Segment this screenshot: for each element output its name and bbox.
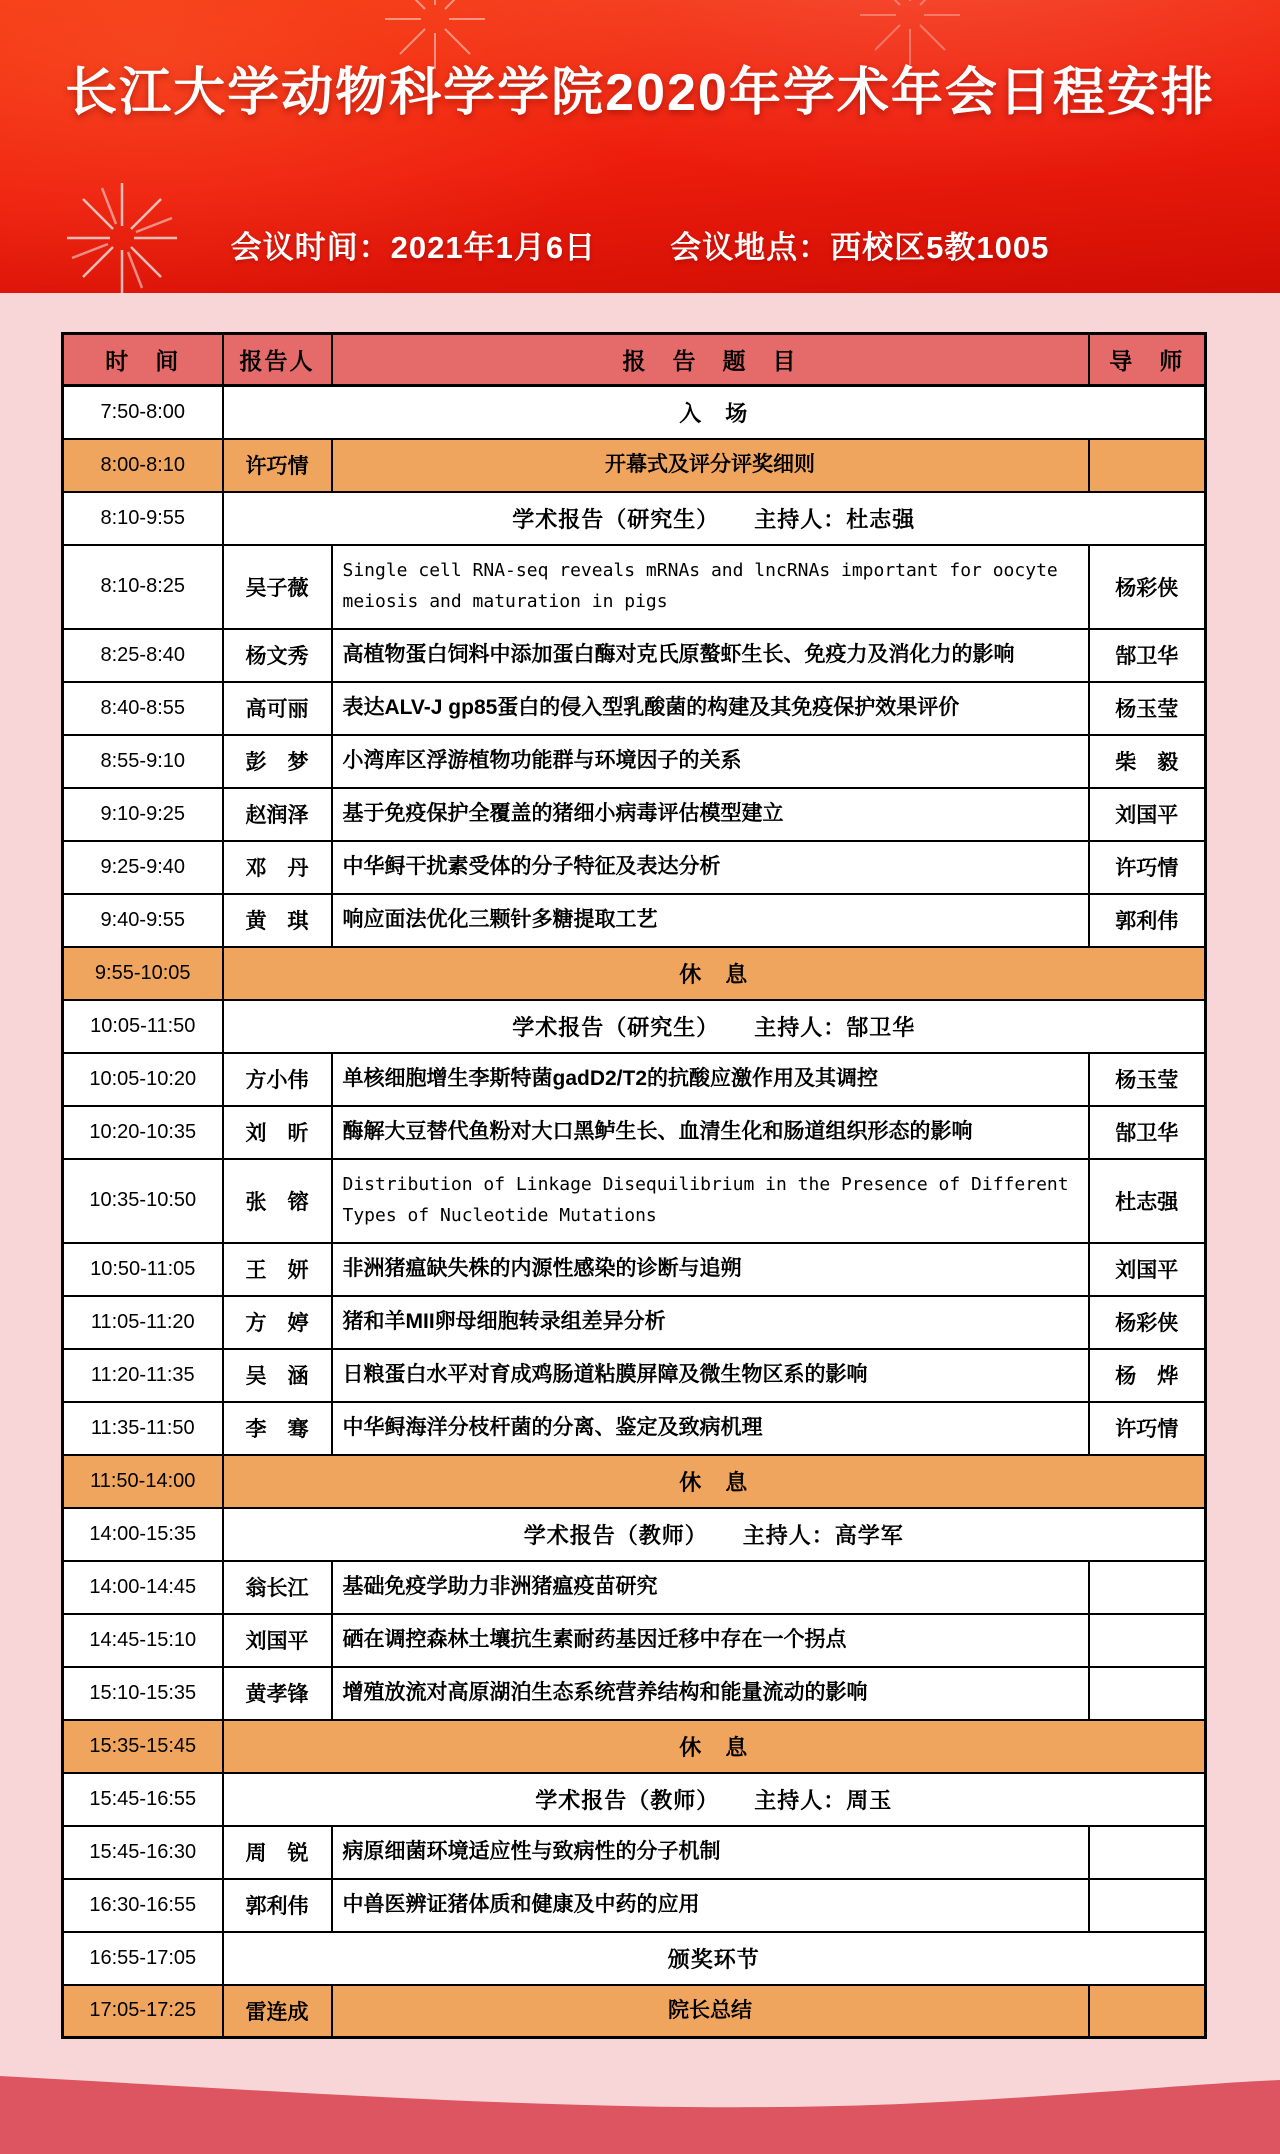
mentor-cell: 许巧情 bbox=[1089, 1402, 1206, 1455]
title-cell: 增殖放流对高原湖泊生态系统营养结构和能量流动的影响 bbox=[332, 1667, 1089, 1720]
title-cell: 表达ALV-J gp85蛋白的侵入型乳酸菌的构建及其免疫保护效果评价 bbox=[332, 682, 1089, 735]
speaker-cell: 赵润泽 bbox=[223, 788, 332, 841]
schedule-talk-row bbox=[63, 1349, 1206, 1402]
schedule-span-row bbox=[63, 492, 1206, 545]
title-cell: 基础免疫学助力非洲猪瘟疫苗研究 bbox=[332, 1561, 1089, 1614]
mentor-cell: 柴 毅 bbox=[1089, 735, 1206, 788]
time-cell: 15:10-15:35 bbox=[63, 1667, 223, 1720]
speaker-cell: 邓 丹 bbox=[223, 841, 332, 894]
speaker-cell: 吴 涵 bbox=[223, 1349, 332, 1402]
title-cell: 院长总结 bbox=[332, 1985, 1089, 2038]
time-cell: 15:35-15:45 bbox=[63, 1720, 223, 1773]
mentor-cell: 郜卫华 bbox=[1089, 629, 1206, 682]
span-cell: 入 场 bbox=[223, 386, 1206, 439]
title-cell: 非洲猪瘟缺失株的内源性感染的诊断与追朔 bbox=[332, 1243, 1089, 1296]
schedule-talk-row bbox=[63, 1561, 1206, 1614]
col-header-title: 报 告 题 目 bbox=[332, 334, 1089, 386]
time-cell: 16:55-17:05 bbox=[63, 1932, 223, 1985]
time-cell: 16:30-16:55 bbox=[63, 1879, 223, 1932]
time-cell: 11:50-14:00 bbox=[63, 1455, 223, 1508]
time-cell: 9:40-9:55 bbox=[63, 894, 223, 947]
mentor-cell: 杨彩侠 bbox=[1089, 545, 1206, 629]
span-cell: 学术报告（研究生） 主持人：郜卫华 bbox=[223, 1000, 1206, 1053]
time-cell: 8:25-8:40 bbox=[63, 629, 223, 682]
title-cell: 硒在调控森林土壤抗生素耐药基因迁移中存在一个拐点 bbox=[332, 1614, 1089, 1667]
time-cell: 11:35-11:50 bbox=[63, 1402, 223, 1455]
schedule-span-row bbox=[63, 1508, 1206, 1561]
speaker-cell: 高可丽 bbox=[223, 682, 332, 735]
mentor-cell: 杨 烨 bbox=[1089, 1349, 1206, 1402]
span-cell: 颁奖环节 bbox=[223, 1932, 1206, 1985]
schedule-header bbox=[63, 334, 1206, 386]
speaker-cell: 彭 梦 bbox=[223, 735, 332, 788]
time-cell: 8:10-9:55 bbox=[63, 492, 223, 545]
schedule-talk-row bbox=[63, 1879, 1206, 1932]
span-cell: 休 息 bbox=[223, 947, 1206, 1000]
title-cell: 猪和羊MII卵母细胞转录组差异分析 bbox=[332, 1296, 1089, 1349]
schedule-talk-row bbox=[63, 1296, 1206, 1349]
banner bbox=[0, 0, 1280, 293]
schedule-talk-row bbox=[63, 682, 1206, 735]
meeting-info bbox=[0, 222, 1280, 267]
title-cell: Single cell RNA-seq reveals mRNAs and lncRNAs important for oocyte meiosis and maturation in pigs bbox=[332, 545, 1089, 629]
speaker-cell: 刘 昕 bbox=[223, 1106, 332, 1159]
mentor-cell: 许巧情 bbox=[1089, 841, 1206, 894]
title-cell: 酶解大豆替代鱼粉对大口黑鲈生长、血清生化和肠道组织形态的影响 bbox=[332, 1106, 1089, 1159]
speaker-cell: 刘国平 bbox=[223, 1614, 332, 1667]
mentor-cell bbox=[1089, 1667, 1206, 1720]
time-cell: 9:10-9:25 bbox=[63, 788, 223, 841]
title-cell: 高植物蛋白饲料中添加蛋白酶对克氏原螯虾生长、免疫力及消化力的影响 bbox=[332, 629, 1089, 682]
time-cell: 8:40-8:55 bbox=[63, 682, 223, 735]
mentor-cell bbox=[1089, 1879, 1206, 1932]
schedule-talk-row bbox=[63, 545, 1206, 629]
mentor-cell bbox=[1089, 1826, 1206, 1879]
header-row bbox=[63, 334, 1206, 386]
title-cell: 开幕式及评分评奖细则 bbox=[332, 439, 1089, 492]
title-cell: 单核细胞增生李斯特菌gadD2/T2的抗酸应激作用及其调控 bbox=[332, 1053, 1089, 1106]
schedule-talk-row bbox=[63, 894, 1206, 947]
speaker-cell: 许巧情 bbox=[223, 439, 332, 492]
col-header-time: 时 间 bbox=[63, 334, 223, 386]
title-cell: 基于免疫保护全覆盖的猪细小病毒评估模型建立 bbox=[332, 788, 1089, 841]
schedule-talk-row bbox=[63, 1053, 1206, 1106]
schedule-table bbox=[61, 332, 1207, 2039]
schedule-talk-row bbox=[63, 735, 1206, 788]
time-cell: 14:00-15:35 bbox=[63, 1508, 223, 1561]
time-cell: 10:05-11:50 bbox=[63, 1000, 223, 1053]
title-cell: 响应面法优化三颗针多糖提取工艺 bbox=[332, 894, 1089, 947]
speaker-cell: 周 锐 bbox=[223, 1826, 332, 1879]
mentor-cell: 郭利伟 bbox=[1089, 894, 1206, 947]
schedule-span-row bbox=[63, 1455, 1206, 1508]
schedule-talk-row bbox=[63, 629, 1206, 682]
speaker-cell: 吴子薇 bbox=[223, 545, 332, 629]
speaker-cell: 黄孝锋 bbox=[223, 1667, 332, 1720]
time-cell: 10:20-10:35 bbox=[63, 1106, 223, 1159]
time-cell: 15:45-16:30 bbox=[63, 1826, 223, 1879]
title-cell: 中华鲟海洋分枝杆菌的分离、鉴定及致病机理 bbox=[332, 1402, 1089, 1455]
time-cell: 7:50-8:00 bbox=[63, 386, 223, 439]
schedule-talk-row bbox=[63, 1402, 1206, 1455]
time-cell: 15:45-16:55 bbox=[63, 1773, 223, 1826]
mentor-cell: 杨彩侠 bbox=[1089, 1296, 1206, 1349]
schedule-talk-row bbox=[63, 439, 1206, 492]
mentor-cell: 杜志强 bbox=[1089, 1159, 1206, 1243]
speaker-cell: 郭利伟 bbox=[223, 1879, 332, 1932]
title-cell: 中兽医辨证猪体质和健康及中药的应用 bbox=[332, 1879, 1089, 1932]
time-cell: 8:55-9:10 bbox=[63, 735, 223, 788]
time-cell: 11:05-11:20 bbox=[63, 1296, 223, 1349]
schedule-span-row bbox=[63, 1720, 1206, 1773]
time-cell: 10:50-11:05 bbox=[63, 1243, 223, 1296]
span-cell: 休 息 bbox=[223, 1455, 1206, 1508]
speaker-cell: 李 骞 bbox=[223, 1402, 332, 1455]
mentor-cell: 郜卫华 bbox=[1089, 1106, 1206, 1159]
title-cell: 病原细菌环境适应性与致病性的分子机制 bbox=[332, 1826, 1089, 1879]
schedule-talk-row bbox=[63, 841, 1206, 894]
mentor-cell: 杨玉莹 bbox=[1089, 1053, 1206, 1106]
time-cell: 10:05-10:20 bbox=[63, 1053, 223, 1106]
mentor-cell bbox=[1089, 1561, 1206, 1614]
time-cell: 14:00-14:45 bbox=[63, 1561, 223, 1614]
title-cell: 中华鲟干扰素受体的分子特征及表达分析 bbox=[332, 841, 1089, 894]
time-cell: 11:20-11:35 bbox=[63, 1349, 223, 1402]
speaker-cell: 翁长江 bbox=[223, 1561, 332, 1614]
col-header-mentor: 导 师 bbox=[1089, 334, 1206, 386]
schedule-span-row bbox=[63, 386, 1206, 439]
schedule-talk-row bbox=[63, 1614, 1206, 1667]
speaker-cell: 方 婷 bbox=[223, 1296, 332, 1349]
schedule-span-row bbox=[63, 947, 1206, 1000]
col-header-speaker: 报告人 bbox=[223, 334, 332, 386]
time-cell: 10:35-10:50 bbox=[63, 1159, 223, 1243]
speaker-cell: 方小伟 bbox=[223, 1053, 332, 1106]
title-cell: 日粮蛋白水平对育成鸡肠道粘膜屏障及微生物区系的影响 bbox=[332, 1349, 1089, 1402]
title-cell: 小湾库区浮游植物功能群与环境因子的关系 bbox=[332, 735, 1089, 788]
time-cell: 14:45-15:10 bbox=[63, 1614, 223, 1667]
meeting-location: 会议地点：西校区5教1005 bbox=[670, 230, 1050, 265]
schedule-talk-row bbox=[63, 1243, 1206, 1296]
bottom-wave-decoration bbox=[0, 2000, 1280, 2154]
page-title: 长江大学动物科学学院2020年学术年会日程安排 bbox=[65, 64, 1215, 122]
speaker-cell: 王 妍 bbox=[223, 1243, 332, 1296]
schedule-span-row bbox=[63, 1773, 1206, 1826]
schedule-talk-row bbox=[63, 1667, 1206, 1720]
span-cell: 学术报告（教师） 主持人：高学军 bbox=[223, 1508, 1206, 1561]
time-cell: 9:55-10:05 bbox=[63, 947, 223, 1000]
schedule-talk-row bbox=[63, 788, 1206, 841]
speaker-cell: 雷连成 bbox=[223, 1985, 332, 2038]
span-cell: 学术报告（教师） 主持人：周玉 bbox=[223, 1773, 1206, 1826]
mentor-cell: 刘国平 bbox=[1089, 788, 1206, 841]
schedule-span-row bbox=[63, 1000, 1206, 1053]
time-cell: 8:00-8:10 bbox=[63, 439, 223, 492]
time-cell: 17:05-17:25 bbox=[63, 1985, 223, 2038]
time-cell: 8:10-8:25 bbox=[63, 545, 223, 629]
speaker-cell: 杨文秀 bbox=[223, 629, 332, 682]
time-cell: 9:25-9:40 bbox=[63, 841, 223, 894]
schedule-talk-row bbox=[63, 1106, 1206, 1159]
mentor-cell: 刘国平 bbox=[1089, 1243, 1206, 1296]
schedule-talk-row bbox=[63, 1159, 1206, 1243]
schedule-talk-row bbox=[63, 1826, 1206, 1879]
schedule-body bbox=[63, 386, 1206, 2038]
mentor-cell bbox=[1089, 1614, 1206, 1667]
span-cell: 休 息 bbox=[223, 1720, 1206, 1773]
mentor-cell bbox=[1089, 439, 1206, 492]
speaker-cell: 张 镕 bbox=[223, 1159, 332, 1243]
meeting-time: 会议时间：2021年1月6日 bbox=[230, 230, 597, 265]
schedule-span-row bbox=[63, 1932, 1206, 1985]
speaker-cell: 黄 琪 bbox=[223, 894, 332, 947]
mentor-cell: 杨玉莹 bbox=[1089, 682, 1206, 735]
title-cell: Distribution of Linkage Disequilibrium in the Presence of Different Types of Nucleotide Mutations bbox=[332, 1159, 1089, 1243]
span-cell: 学术报告（研究生） 主持人：杜志强 bbox=[223, 492, 1206, 545]
